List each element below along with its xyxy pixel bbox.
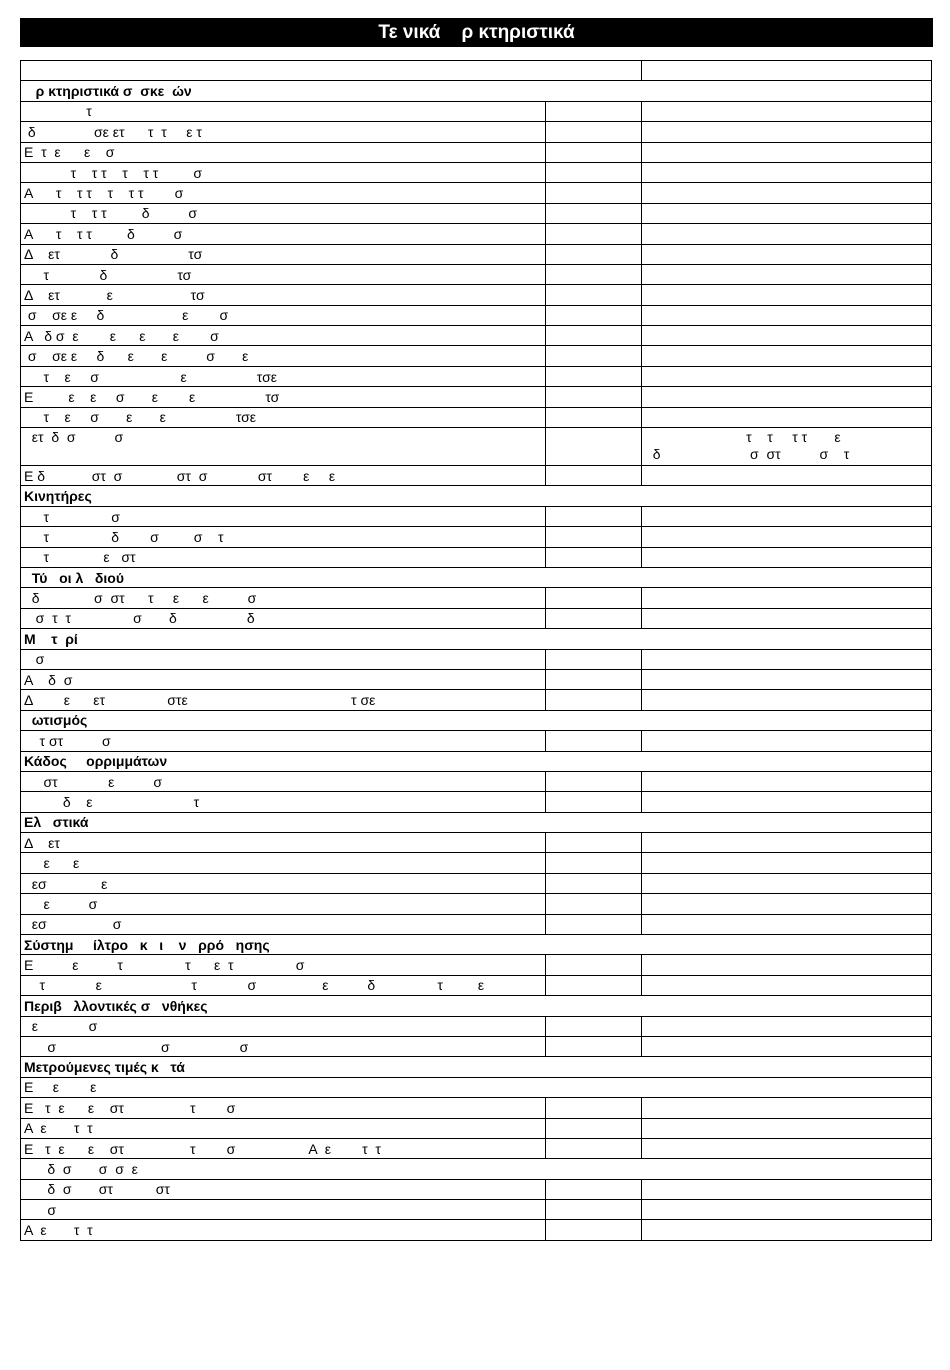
- row-notes-cell: [642, 1016, 932, 1036]
- row-value-cell: [546, 1118, 642, 1138]
- row-label: σ: [21, 649, 546, 669]
- table-row: [21, 608, 932, 628]
- row-label: τ ε σ ε ε τσε: [21, 407, 546, 427]
- row-notes-cell: [642, 346, 932, 366]
- row-notes-text: τ τ τ τ ε δ σ στ σ τ: [652, 429, 850, 463]
- table-row: [21, 1179, 932, 1199]
- row-label: σ σ σ: [21, 1036, 546, 1056]
- row-label: τ σ: [21, 506, 546, 526]
- row-label: δ σ στ τ ε ε σ: [21, 588, 546, 608]
- row-label: τ τ τ τ τ τ σ: [21, 162, 546, 182]
- row-notes-cell: [642, 183, 932, 203]
- row-notes-cell: [642, 547, 932, 567]
- row-notes-cell: [642, 649, 932, 669]
- row-notes-cell: [642, 894, 932, 914]
- row-label: ε σ: [21, 1016, 546, 1036]
- row-label: Ε ε ε σ ε ε τσ: [21, 387, 546, 407]
- row-notes-cell: [642, 690, 932, 710]
- row-notes-cell: [642, 955, 932, 975]
- row-label: τ ε στ: [21, 547, 546, 567]
- table-row: [21, 792, 932, 812]
- section-title: ρ κτηριστικά σ σκε ών: [21, 81, 932, 101]
- table-row: [21, 346, 932, 366]
- row-value-cell: [546, 346, 642, 366]
- row-value-cell: [546, 1220, 642, 1240]
- table-row: [21, 771, 932, 791]
- section-title: Κάδος ορριμμάτων: [21, 751, 932, 771]
- row-label: Α ε τ τ: [21, 1118, 546, 1138]
- section-header-row: [21, 710, 932, 730]
- row-label: δ σ σ σ ε: [21, 1159, 932, 1179]
- row-value-cell: [546, 527, 642, 547]
- row-label: Ε τ ε ε σ: [21, 142, 546, 162]
- section-title: Μ τ ρί: [21, 629, 932, 649]
- row-notes-cell: [642, 142, 932, 162]
- row-value-cell: [546, 183, 642, 203]
- row-value-cell: [546, 833, 642, 853]
- table-row: [21, 1220, 932, 1240]
- row-notes-cell: [642, 1138, 932, 1158]
- row-value-cell: [546, 285, 642, 305]
- row-value-cell: [546, 690, 642, 710]
- row-label: Ε ε τ τ ε τ σ: [21, 955, 546, 975]
- row-value-cell: [546, 466, 642, 486]
- table-row: [21, 506, 932, 526]
- section-title: ωτισμός: [21, 710, 932, 730]
- row-value-cell: [546, 1138, 642, 1158]
- section-header-row: [21, 812, 932, 832]
- row-label: τ: [21, 101, 546, 121]
- row-label: Α ε τ τ: [21, 1220, 546, 1240]
- row-notes-cell: [642, 1179, 932, 1199]
- section-header-row: [21, 629, 932, 649]
- row-label: τ δ σ σ τ: [21, 527, 546, 547]
- table-row: [21, 142, 932, 162]
- row-value-cell: [546, 771, 642, 791]
- table-row: [21, 326, 932, 346]
- row-notes-cell: [642, 853, 932, 873]
- row-notes-cell: [642, 101, 932, 121]
- row-value-cell: [546, 894, 642, 914]
- table-row: [21, 690, 932, 710]
- section-header-row: [21, 567, 932, 587]
- table-row: [21, 588, 932, 608]
- section-title: Τύ οι λ διού: [21, 567, 932, 587]
- row-notes-cell: [642, 975, 932, 995]
- row-value-cell: [546, 264, 642, 284]
- table-row: [21, 833, 932, 853]
- section-title: Μετρούμενες τιμές κ τά: [21, 1057, 932, 1077]
- row-value-cell: [546, 608, 642, 628]
- table-row: [21, 1016, 932, 1036]
- row-notes-cell: [642, 264, 932, 284]
- row-notes-cell: [642, 244, 932, 264]
- row-label: εσ σ: [21, 914, 546, 934]
- row-value-cell: [546, 387, 642, 407]
- row-value-cell: [546, 305, 642, 325]
- row-value-cell: [546, 162, 642, 182]
- row-label: Δ ετ ε τσ: [21, 285, 546, 305]
- row-label: Α τ τ τ δ σ: [21, 224, 546, 244]
- row-label: Ε δ στ σ στ σ στ ε ε: [21, 466, 546, 486]
- row-notes-cell: [642, 1036, 932, 1056]
- row-label: Α δ σ: [21, 669, 546, 689]
- table-row: [21, 122, 932, 142]
- table-header-row: [21, 61, 932, 81]
- section-header-row: [21, 751, 932, 771]
- row-notes-cell: [642, 669, 932, 689]
- table-row: [21, 853, 932, 873]
- row-notes-cell: [642, 203, 932, 223]
- table-row: [21, 285, 932, 305]
- table-row: [21, 264, 932, 284]
- row-value-cell: [546, 224, 642, 244]
- row-value-cell: [546, 244, 642, 264]
- row-notes-cell: [642, 366, 932, 386]
- row-notes-cell: [642, 506, 932, 526]
- table-row: [21, 224, 932, 244]
- page-title: Τε νικά ρ κτηριστικά: [20, 18, 933, 47]
- row-notes-cell: [642, 162, 932, 182]
- header-cell-left: [21, 61, 642, 81]
- row-label: εσ ε: [21, 873, 546, 893]
- row-label: Δ ετ δ τσ: [21, 244, 546, 264]
- row-label: δ σε ετ τ τ ε τ: [21, 122, 546, 142]
- row-notes-cell: [642, 792, 932, 812]
- table-row: [21, 894, 932, 914]
- row-label: τ ε τ σ ε δ τ ε: [21, 975, 546, 995]
- row-notes-cell: [642, 731, 932, 751]
- table-row: [21, 975, 932, 995]
- row-label: τ ε σ ε τσε: [21, 366, 546, 386]
- row-value-cell: [546, 428, 642, 466]
- row-label: Ε ε ε: [21, 1077, 932, 1097]
- table-row: [21, 955, 932, 975]
- row-notes-cell: [642, 224, 932, 244]
- section-header-row: [21, 1057, 932, 1077]
- row-notes-cell: [642, 608, 932, 628]
- section-header-row: [21, 486, 932, 506]
- row-notes-cell: [642, 285, 932, 305]
- row-label: Ε τ ε ε στ τ σ: [21, 1098, 546, 1118]
- row-value-cell: [546, 547, 642, 567]
- row-value-cell: [546, 955, 642, 975]
- row-label: τ στ σ: [21, 731, 546, 751]
- section-header-row: [21, 935, 932, 955]
- section-header-row: [21, 81, 932, 101]
- row-value-cell: [546, 366, 642, 386]
- table-row: [21, 1138, 932, 1158]
- row-label: ε ε: [21, 853, 546, 873]
- row-label: Ε τ ε ε στ τ σ Α ε τ τ: [21, 1138, 546, 1158]
- table-row: [21, 669, 932, 689]
- table-row: [21, 1118, 932, 1138]
- row-value-cell: [546, 122, 642, 142]
- table-row: [21, 387, 932, 407]
- row-value-cell: [546, 1200, 642, 1220]
- row-label: Α δ σ ε ε ε ε σ: [21, 326, 546, 346]
- row-notes-cell: [642, 771, 932, 791]
- section-title: Ελ στικά: [21, 812, 932, 832]
- row-label: Α τ τ τ τ τ τ σ: [21, 183, 546, 203]
- row-value-cell: [546, 792, 642, 812]
- table-row: [21, 731, 932, 751]
- table-row: [21, 428, 932, 466]
- row-value-cell: [546, 101, 642, 121]
- row-notes-cell: [642, 1220, 932, 1240]
- row-value-cell: [546, 873, 642, 893]
- table-row: [21, 527, 932, 547]
- table-row: [21, 244, 932, 264]
- row-label: στ ε σ: [21, 771, 546, 791]
- row-notes-cell: [642, 1200, 932, 1220]
- row-label: ετ δ σ σ: [21, 428, 546, 466]
- row-value-cell: [546, 853, 642, 873]
- section-header-row: [21, 996, 932, 1016]
- table-row: [21, 203, 932, 223]
- row-value-cell: [546, 407, 642, 427]
- row-value-cell: [546, 506, 642, 526]
- row-value-cell: [546, 649, 642, 669]
- row-notes-cell: [642, 122, 932, 142]
- table-row: [21, 649, 932, 669]
- table-row: [21, 101, 932, 121]
- row-label: τ δ τσ: [21, 264, 546, 284]
- table-row: [21, 547, 932, 567]
- section-title: Κινητήρες: [21, 486, 932, 506]
- table-row: [21, 873, 932, 893]
- row-notes-cell: [642, 428, 932, 466]
- row-value-cell: [546, 203, 642, 223]
- row-label: Δ ετ: [21, 833, 546, 853]
- row-notes-cell: [642, 466, 932, 486]
- row-notes-cell: [642, 527, 932, 547]
- header-cell-right: [642, 61, 932, 81]
- row-value-cell: [546, 1016, 642, 1036]
- row-notes-cell: [642, 1098, 932, 1118]
- section-title: Σύστημ ίλτρο κ ι ν ρρό ησης: [21, 935, 932, 955]
- row-notes-cell: [642, 833, 932, 853]
- table-row: [21, 407, 932, 427]
- row-notes-cell: [642, 873, 932, 893]
- row-notes-cell: [642, 305, 932, 325]
- row-value-cell: [546, 1179, 642, 1199]
- row-label: σ τ τ σ δ δ: [21, 608, 546, 628]
- row-notes-cell: [642, 914, 932, 934]
- row-value-cell: [546, 326, 642, 346]
- table-row: [21, 1036, 932, 1056]
- row-notes-cell: [642, 326, 932, 346]
- row-value-cell: [546, 1036, 642, 1056]
- row-label: δ ε τ: [21, 792, 546, 812]
- row-value-cell: [546, 731, 642, 751]
- row-value-cell: [546, 588, 642, 608]
- table-row: [21, 466, 932, 486]
- row-value-cell: [546, 914, 642, 934]
- row-label: σ σε ε δ ε σ: [21, 305, 546, 325]
- row-label: τ τ τ δ σ: [21, 203, 546, 223]
- table-row: [21, 1200, 932, 1220]
- row-value-cell: [546, 975, 642, 995]
- section-title: Περιβ λλοντικές σ νθήκες: [21, 996, 932, 1016]
- table-row: [21, 162, 932, 182]
- table-row: [21, 305, 932, 325]
- row-notes-cell: [642, 387, 932, 407]
- row-value-cell: [546, 669, 642, 689]
- row-value-cell: [546, 1098, 642, 1118]
- row-label: δ σ στ στ: [21, 1179, 546, 1199]
- row-label: Δ ε ετ στε τ σε: [21, 690, 546, 710]
- table-row: [21, 1159, 932, 1179]
- row-label: ε σ: [21, 894, 546, 914]
- row-value-cell: [546, 142, 642, 162]
- table-row: [21, 183, 932, 203]
- table-row: [21, 1098, 932, 1118]
- row-notes-cell: [642, 588, 932, 608]
- table-row: [21, 1077, 932, 1097]
- table-row: [21, 914, 932, 934]
- specifications-table: [20, 60, 932, 1241]
- row-notes-cell: [642, 1118, 932, 1138]
- row-label: σ: [21, 1200, 546, 1220]
- table-row: [21, 366, 932, 386]
- row-label: σ σε ε δ ε ε σ ε: [21, 346, 546, 366]
- row-notes-cell: [642, 407, 932, 427]
